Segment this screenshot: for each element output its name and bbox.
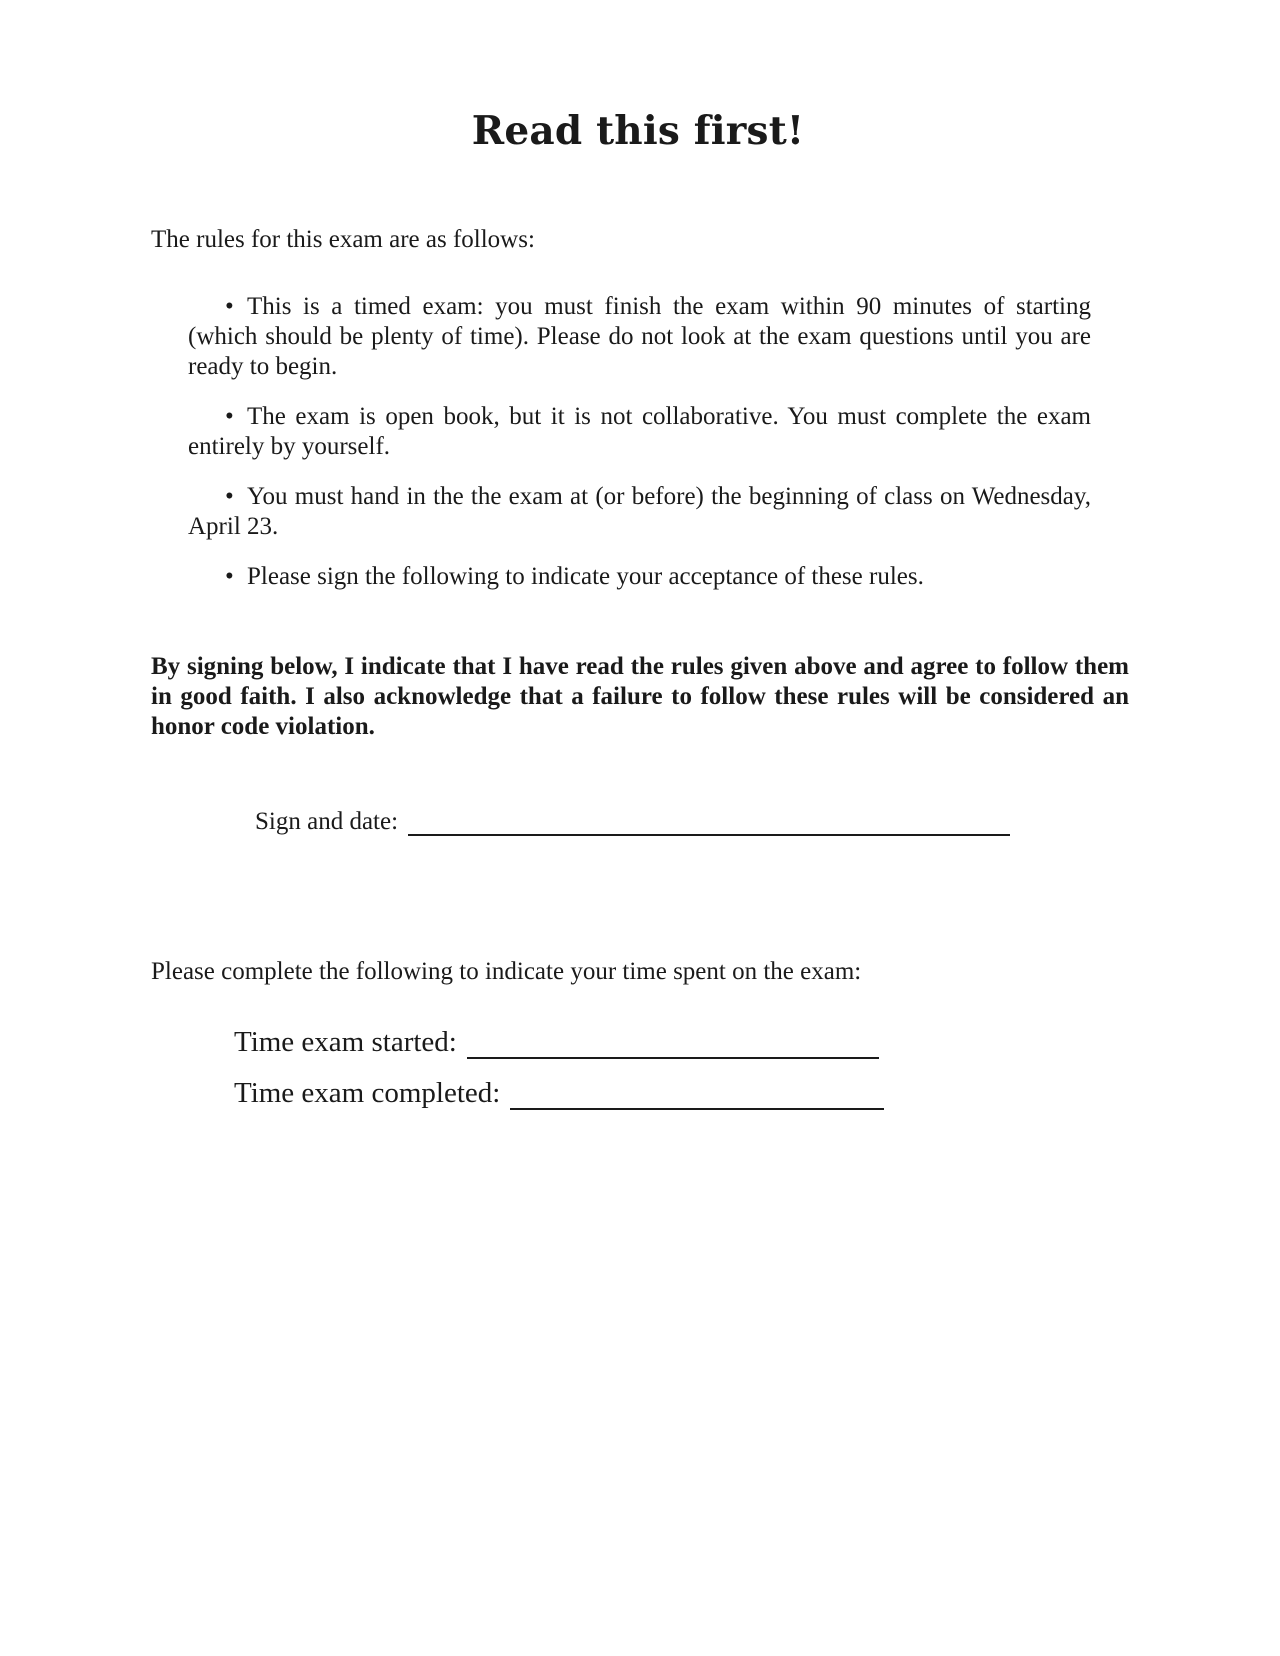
bullet-icon: • bbox=[225, 293, 234, 320]
page-title: Read this first! bbox=[471, 108, 805, 154]
rule-text: You must hand in the the exam at (or before) the beginning of class on Wednesday, April 23. bbox=[188, 483, 1091, 540]
rule-text: The exam is open book, but it is not collaborative. You must complete the exam entirely by yourself. bbox=[188, 403, 1091, 460]
rule-item-sign bbox=[188, 562, 1091, 592]
time-started-field bbox=[234, 1026, 879, 1059]
honor-code-statement: By signing below, I indicate that I have read the rules given above and agree to follow them in good faith. I also acknowledge that a failure to follow these rules will be considered an honor code violation. bbox=[151, 653, 1129, 740]
time-completed-label: Time exam completed: bbox=[234, 1077, 501, 1109]
sign-and-date-field bbox=[255, 808, 1010, 836]
bullet-icon: • bbox=[225, 563, 234, 590]
time-completed-field bbox=[234, 1077, 884, 1110]
time-started-line[interactable] bbox=[467, 1027, 879, 1059]
rule-item-hand-in bbox=[188, 482, 1091, 542]
bullet-icon: • bbox=[225, 483, 234, 510]
time-completed-line[interactable] bbox=[510, 1078, 884, 1110]
rule-text: Please sign the following to indicate your acceptance of these rules. bbox=[247, 563, 924, 590]
time-started-label: Time exam started: bbox=[234, 1026, 457, 1058]
rule-item-open-book bbox=[188, 402, 1091, 462]
rules-intro: The rules for this exam are as follows: bbox=[151, 226, 535, 253]
sign-and-date-label: Sign and date: bbox=[255, 808, 399, 835]
signature-line[interactable] bbox=[408, 808, 1010, 836]
time-intro: Please complete the following to indicate your time spent on the exam: bbox=[151, 958, 862, 985]
rule-item-timed bbox=[188, 292, 1091, 382]
rules-list bbox=[188, 292, 1091, 612]
bullet-icon: • bbox=[225, 403, 234, 430]
rule-text: This is a timed exam: you must finish the exam within 90 minutes of starting (which should be plenty of time). Please do not look at the exam questions until you are ready to begin. bbox=[188, 293, 1091, 380]
